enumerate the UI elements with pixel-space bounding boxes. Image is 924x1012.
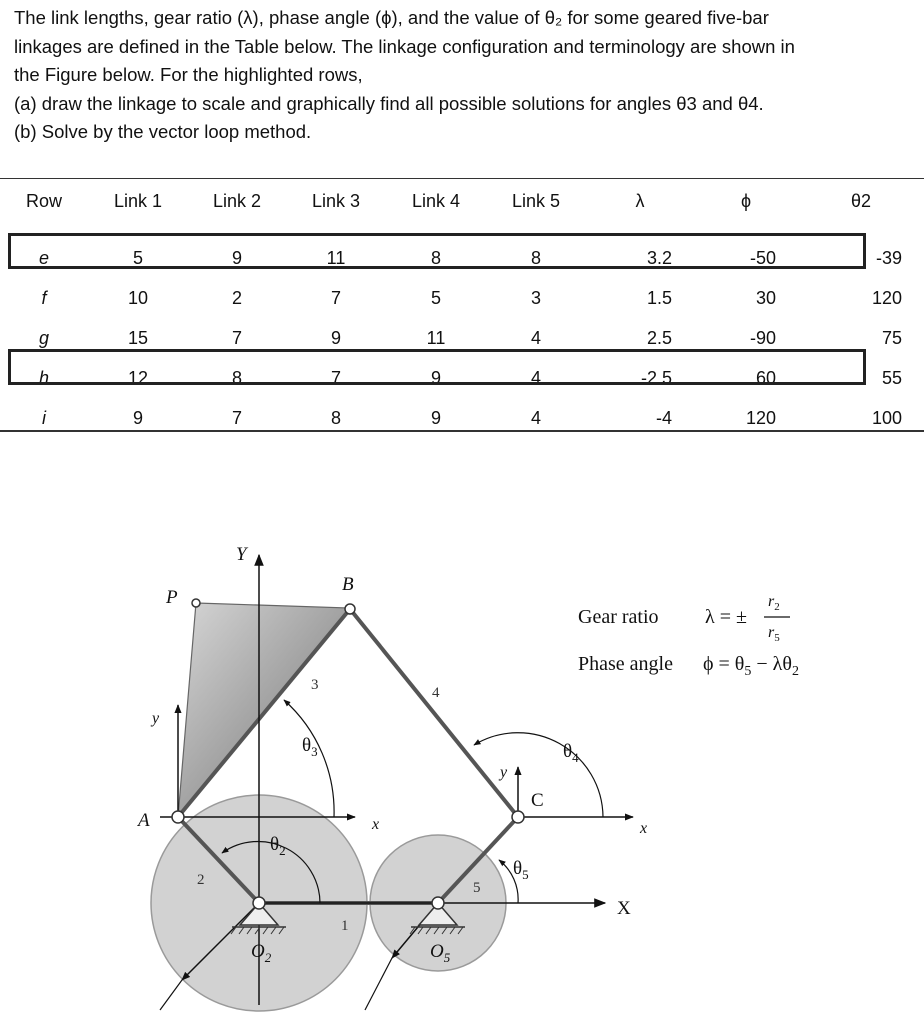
label-link-1: 1 — [341, 918, 349, 934]
header-phi: ϕ — [740, 190, 752, 211]
gear-5-radius-tail — [365, 958, 392, 1010]
label-x-axis: X — [617, 898, 631, 919]
point-p — [192, 599, 200, 607]
header-theta2: θ2 — [850, 190, 872, 211]
label-y-local-c: y — [500, 764, 508, 781]
row-id: h — [38, 367, 49, 388]
label-x-local-c: x — [640, 820, 648, 837]
joint-b — [345, 604, 355, 614]
cell: 5 — [132, 247, 143, 268]
cell: 12 — [127, 367, 149, 388]
cell: 11 — [426, 327, 446, 348]
cell: 1.5 — [646, 287, 672, 308]
cell: 5 — [430, 287, 441, 308]
row-id: i — [42, 407, 46, 428]
cell: 9 — [430, 407, 441, 428]
phase-angle-formula: $\phi = \theta_5 - \lambda\theta_2$ — [703, 653, 799, 679]
label-theta4: $\theta_4$ — [563, 741, 579, 765]
cell: 7 — [330, 367, 341, 388]
cell: 100 — [871, 407, 902, 428]
intro-line-5: (b) Solve by the vector loop method. — [14, 121, 312, 142]
phase-angle-label: Phase angle — [578, 653, 673, 675]
cell: -4 — [655, 407, 672, 428]
cell: 11 — [326, 247, 346, 268]
cell: 4 — [530, 327, 541, 348]
label-c: C — [531, 790, 544, 811]
cell: -39 — [875, 247, 902, 268]
gear-ratio-label: Gear ratio — [578, 606, 659, 628]
cell: 9 — [231, 247, 242, 268]
cell: 3 — [530, 287, 541, 308]
label-link-4: 4 — [432, 685, 440, 701]
header-lambda: λ — [635, 190, 645, 211]
cell: 2.5 — [646, 327, 672, 348]
cell: 120 — [745, 407, 776, 428]
cell: 9 — [132, 407, 143, 428]
cell: 8 — [330, 407, 341, 428]
gear-ratio-denominator: $r_5$ — [768, 624, 780, 644]
joint-c — [512, 811, 524, 823]
cell: 3.2 — [646, 247, 672, 268]
cell: 4 — [530, 407, 541, 428]
cell: -2.5 — [640, 367, 672, 388]
header-link1: Link 1 — [113, 190, 163, 211]
cell: 4 — [530, 367, 541, 388]
cell: -50 — [749, 247, 776, 268]
cell: 8 — [430, 247, 441, 268]
joint-a — [172, 811, 184, 823]
label-link-3: 3 — [311, 677, 319, 693]
cell: 9 — [330, 327, 341, 348]
row-id: g — [38, 327, 49, 348]
cell: 75 — [881, 327, 902, 348]
label-a: A — [138, 810, 150, 831]
label-y-axis: Y — [236, 544, 247, 565]
header-link3: Link 3 — [311, 190, 361, 211]
gear-ratio-numerator: $r_2$ — [768, 593, 780, 613]
intro-line-3: the Figure below. For the highlighted rows, — [14, 64, 363, 85]
cell: -90 — [749, 327, 776, 348]
cell: 30 — [755, 287, 776, 308]
header-link5: Link 5 — [511, 190, 561, 211]
label-y-local-a: y — [152, 710, 160, 727]
row-id: e — [38, 247, 49, 268]
intro-line-1: The link lengths, gear ratio (λ), phase angle (ϕ), and the value of θ₂ for some geared five-bar — [14, 7, 769, 28]
label-o2: $O_2$ — [251, 941, 272, 965]
cell: 8 — [231, 367, 242, 388]
intro-line-2: linkages are defined in the Table below. The linkage configuration and terminology are shown in — [14, 35, 795, 57]
intro-line-4: (a) draw the linkage to scale and graphically find all possible solutions for angles θ3 and θ4. — [14, 92, 764, 114]
header-link4: Link 4 — [411, 190, 461, 211]
header-link2: Link 2 — [212, 190, 262, 211]
cell: 8 — [530, 247, 541, 268]
cell: 15 — [127, 327, 149, 348]
gear-ratio-formula: λ = ± — [705, 606, 747, 628]
cell: 7 — [231, 407, 242, 428]
label-link-2: 2 — [197, 872, 205, 888]
cell: 2 — [231, 287, 242, 308]
link-4 — [350, 609, 518, 817]
label-theta2: $\theta_2$ — [270, 834, 286, 858]
label-p: P — [166, 587, 178, 608]
label-o5: $O_5$ — [430, 941, 451, 965]
cell: 9 — [430, 367, 441, 388]
cell: 7 — [330, 287, 341, 308]
label-theta3: $\theta_3$ — [302, 735, 318, 759]
cell: 55 — [881, 367, 902, 388]
cell: 10 — [127, 287, 149, 308]
row-id: f — [41, 287, 47, 308]
label-link-5: 5 — [473, 880, 481, 896]
cell: 120 — [871, 287, 902, 308]
gear-2-radius-tail — [160, 980, 182, 1010]
label-theta5: $\theta_5$ — [513, 858, 529, 882]
label-x-local-a: x — [372, 816, 380, 833]
cell: 7 — [231, 327, 242, 348]
label-b: B — [342, 574, 354, 595]
header-row: Row — [25, 190, 62, 211]
cell: 60 — [755, 367, 776, 388]
